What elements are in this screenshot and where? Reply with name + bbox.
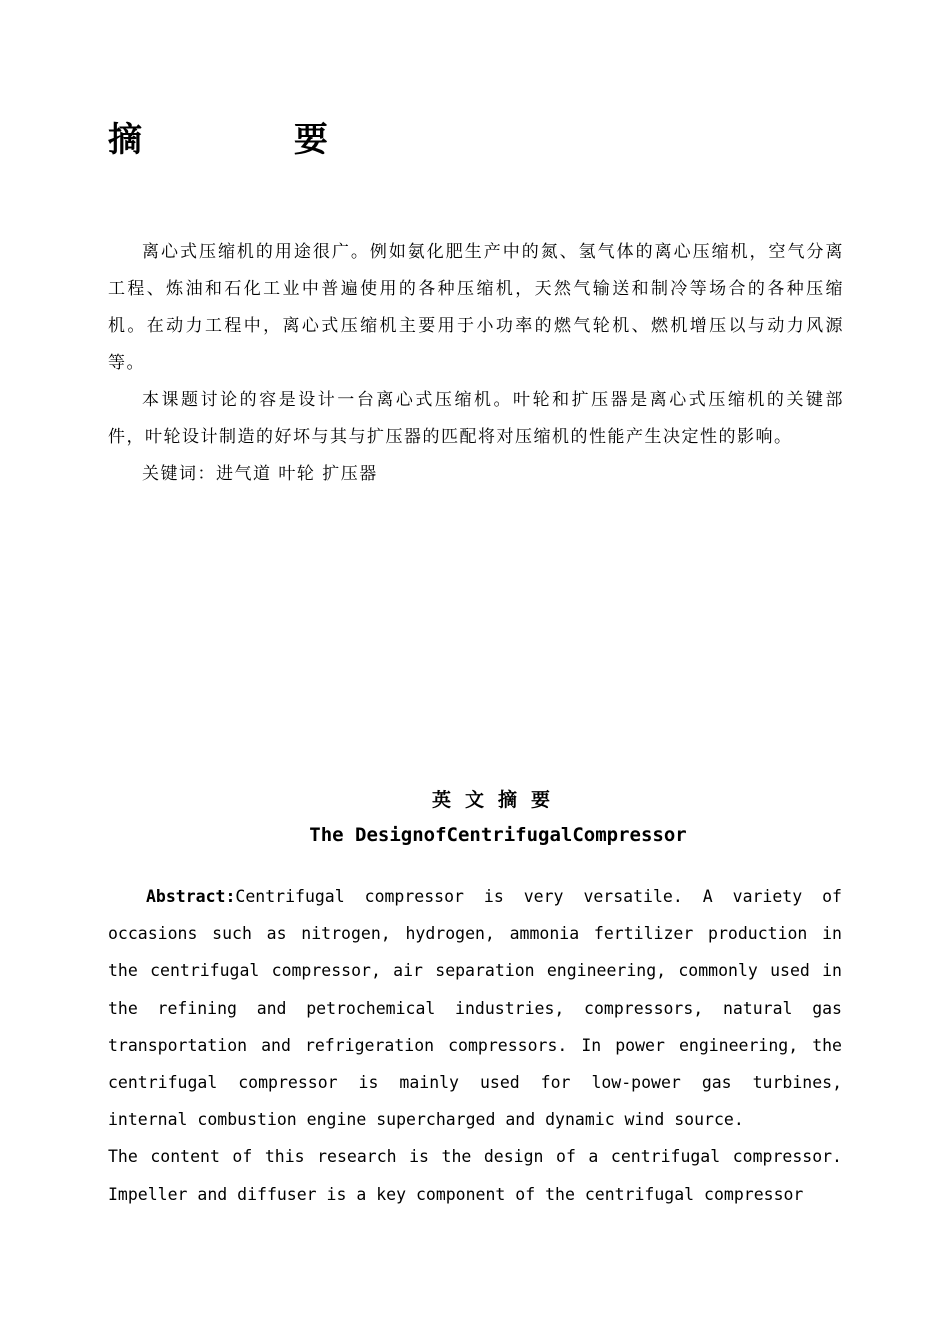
english-paper-title: The DesignofCentrifugalCompressor <box>309 824 687 846</box>
chinese-keywords: 关键词：进气道 叶轮 扩压器 <box>142 464 378 484</box>
chinese-abstract-title: 摘 要 <box>108 120 398 160</box>
english-abstract-paragraph-2: The content of this research is the design of a centrifugal compressor. Impeller and diffuser is a key component of the centrifugal compressor <box>108 1147 842 1204</box>
chinese-abstract-body <box>108 234 844 493</box>
english-abstract-heading: 英文摘要 <box>431 789 564 811</box>
english-abstract-text-1: Centrifugal compressor is very versatile. A variety of occasions such as nitrogen, hydrogen, ammonia fertilizer production in the centrifugal compressor, air separation engineering, commonly used in the refining and petrochemical industries, compressors, natural gas transportation and refrigeration compressors. In power engineering, the centrifugal compressor is mainly used for low-power gas turbines, internal combustion engine supercharged and dynamic wind source. <box>108 887 842 1130</box>
english-abstract-body <box>108 878 842 1213</box>
abstract-label: Abstract: <box>146 887 236 906</box>
english-abstract-paragraph-1 <box>108 878 842 1138</box>
chinese-abstract-paragraph-1: 离心式压缩机的用途很广。例如氨化肥生产中的氮、氢气体的离心压缩机，空气分离工程、炼油和石化工业中普遍使用的各种压缩机，天然气输送和制冷等场合的各种压缩机。在动力工程中，离心式压缩机主要用于小功率的燃气轮机、燃机增压以与动力风源等。 <box>108 242 844 373</box>
chinese-abstract-paragraph-2: 本课题讨论的容是设计一台离心式压缩机。叶轮和扩压器是离心式压缩机的关键部件，叶轮设计制造的好坏与其与扩压器的匹配将对压缩机的性能产生决定性的影响。 <box>108 390 844 447</box>
